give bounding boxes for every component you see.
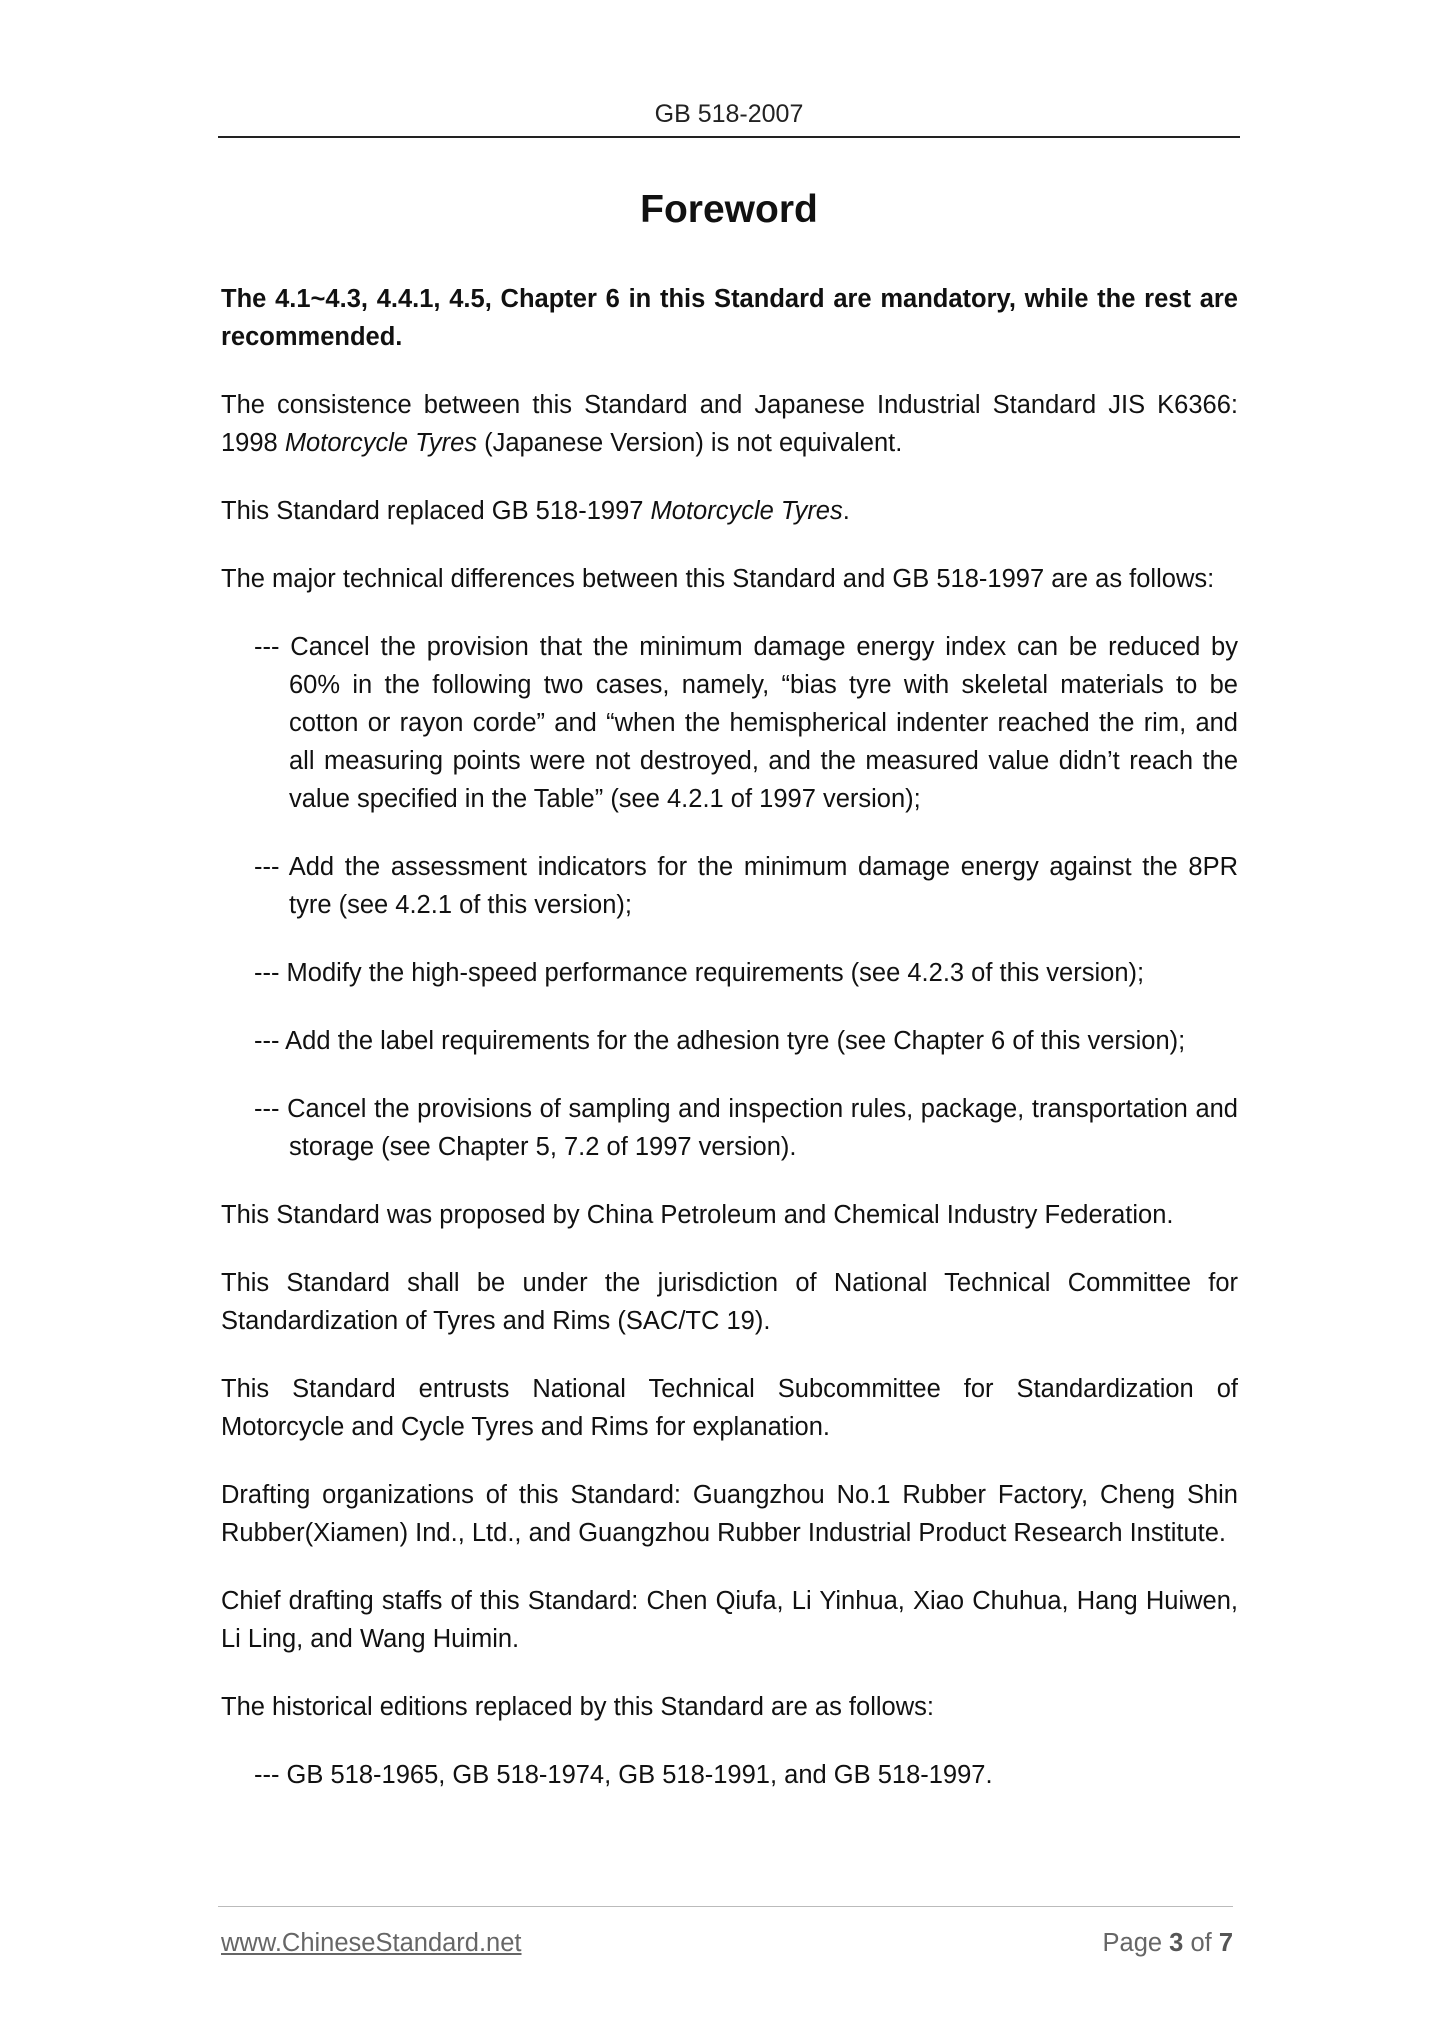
difference-item: --- Add the label requirements for the adhesion tyre (see Chapter 6 of this version); xyxy=(254,1027,1186,1055)
replaced-text-end: . xyxy=(842,497,850,525)
header-divider xyxy=(218,136,1240,138)
historical-intro: The historical editions replaced by this Standard are as follows: xyxy=(221,1693,934,1721)
page-word: Page xyxy=(1102,1929,1163,1957)
drafting-staff-paragraph: Chief drafting staffs of this Standard: Chen Qiufa, Li Yinhua, Xiao Chuhua, Hang Huiwen, Li Ling, and Wang Huimin. xyxy=(221,1587,1238,1653)
differences-intro: The major technical differences between this Standard and GB 518-1997 are as follows: xyxy=(221,565,1215,593)
drafting-organizations-paragraph: Drafting organizations of this Standard: Guangzhou No.1 Rubber Factory, Cheng Shin Rubber(Xiamen) Ind., Ltd., and Guangzhou Rubber Industrial Product Research Institute. xyxy=(221,1481,1238,1547)
consistence-text-end: (Japanese Version) is not equivalent. xyxy=(477,429,903,457)
replaced-title: Motorcycle Tyres xyxy=(650,497,843,525)
explanation-paragraph: This Standard entrusts National Technical Subcommittee for Standardization of Motorcycle and Cycle Tyres and Rims for explanation. xyxy=(221,1375,1238,1441)
difference-item: --- Cancel the provision that the minimum damage energy index can be reduced by 60% in the following two cases, namely, “bias tyre with skeletal materials to be cotton or rayon corde” and “when the hemispherical indenter reached the rim, and all measuring points were not destroyed, and the measured value didn’t reach the value specified in the Table” (see 4.2.1 of 1997 version); xyxy=(254,633,1238,813)
document-body xyxy=(221,280,1238,1794)
difference-item: --- Add the assessment indicators for the minimum damage energy against the 8PR tyre (see 4.2.1 of this version); xyxy=(254,853,1238,919)
jurisdiction-paragraph: This Standard shall be under the jurisdiction of National Technical Committee for Standardization of Tyres and Rims (SAC/TC 19). xyxy=(221,1269,1238,1335)
proposed-paragraph: This Standard was proposed by China Petroleum and Chemical Industry Federation. xyxy=(221,1201,1174,1229)
consistence-title: Motorcycle Tyres xyxy=(284,429,478,457)
website-link[interactable]: www.ChineseStandard.net xyxy=(221,1929,522,1957)
page-current: 3 xyxy=(1169,1929,1184,1957)
consistence-text: The consistence between this Standard and Japanese Industrial Standard JIS K6366: 1998 xyxy=(221,391,1238,457)
consistence-paragraph xyxy=(221,386,1238,462)
replaced-text: This Standard replaced GB 518-1997 xyxy=(221,497,651,525)
footer-divider xyxy=(218,1906,1233,1907)
page-total: 7 xyxy=(1218,1929,1233,1957)
difference-item: --- Cancel the provisions of sampling and inspection rules, package, transportation and storage (see Chapter 5, 7.2 of 1997 version). xyxy=(254,1095,1238,1161)
doc-header: GB 518-2007 xyxy=(654,100,804,128)
difference-item: --- Modify the high-speed performance requirements (see 4.2.3 of this version); xyxy=(254,959,1145,987)
historical-editions-item: --- GB 518-1965, GB 518-1974, GB 518-1991, and GB 518-1997. xyxy=(254,1761,993,1789)
page-title: Foreword xyxy=(640,188,818,231)
of-word: of xyxy=(1190,1929,1212,1957)
page-indicator xyxy=(1103,1929,1234,1958)
replaced-paragraph xyxy=(221,492,1238,530)
mandatory-note: The 4.1~4.3, 4.4.1, 4.5, Chapter 6 in this Standard are mandatory, while the rest are recommended. xyxy=(221,285,1238,351)
